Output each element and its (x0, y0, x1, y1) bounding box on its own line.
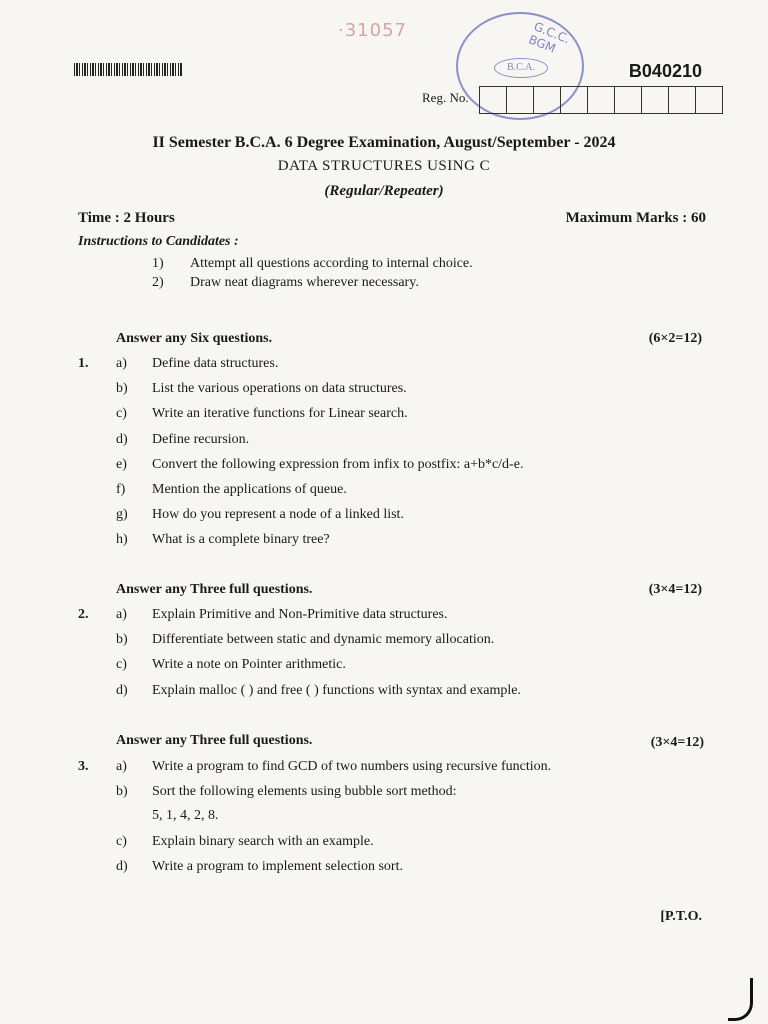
item-letter: a) (116, 759, 127, 774)
reg-no-box (560, 86, 588, 114)
question-text: Sort the following elements using bubble sort method: (152, 784, 457, 799)
question-text: Write an iterative functions for Linear search. (152, 406, 408, 421)
question-text: Write a program to find GCD of two numbers using recursive function. (152, 759, 552, 774)
item-letter: b) (116, 381, 128, 396)
reg-no-box (641, 86, 669, 114)
item-letter: d) (116, 683, 128, 698)
question-number: 2. (78, 607, 89, 622)
question-text: How do you represent a node of a linked list. (152, 507, 404, 522)
question-text: Write a note on Pointer arithmetic. (152, 657, 346, 672)
stamp-inner: B.C.A. (494, 58, 548, 78)
handwritten-number: ·31057 (338, 20, 407, 41)
barcode (74, 63, 182, 76)
question-text: Write a program to implement selection sort. (152, 859, 403, 874)
item-letter: c) (116, 406, 127, 421)
item-letter: c) (116, 834, 127, 849)
reg-no-box (479, 86, 507, 114)
section-marks: (6×2=12) (648, 331, 702, 346)
pto-label: [P.T.O. (660, 909, 702, 924)
question-text: Explain Primitive and Non-Primitive data structures. (152, 607, 448, 622)
question-text: Define data structures. (152, 356, 279, 371)
reg-no-box (587, 86, 615, 114)
item-letter: a) (116, 607, 127, 622)
instruction-num: 2) (152, 275, 164, 290)
max-marks-label: Maximum Marks : 60 (565, 210, 706, 226)
question-text: Mention the applications of queue. (152, 482, 347, 497)
question-text: Differentiate between static and dynamic memory allocation. (152, 632, 495, 647)
question-number: 1. (78, 356, 89, 371)
reg-no-boxes (480, 86, 723, 114)
question-text: Explain malloc ( ) and free ( ) functions with syntax and example. (152, 683, 521, 698)
section-heading: Answer any Three full questions. (116, 733, 313, 748)
reg-no-box (614, 86, 642, 114)
subject-title: DATA STRUCTURES USING C (277, 158, 491, 174)
question-text: Explain binary search with an example. (152, 834, 374, 849)
exam-title: II Semester B.C.A. 6 Degree Examination, August/September - 2024 (152, 134, 616, 151)
exam-type: (Regular/Repeater) (324, 183, 444, 199)
item-letter: b) (116, 632, 128, 647)
instructions-heading: Instructions to Candidates : (78, 234, 239, 249)
reg-no-box (533, 86, 561, 114)
section-heading: Answer any Three full questions. (116, 582, 313, 597)
item-letter: d) (116, 432, 128, 447)
item-letter: h) (116, 532, 128, 547)
question-number: 3. (78, 759, 89, 774)
item-letter: g) (116, 507, 128, 522)
question-text: List the various operations on data structures. (152, 381, 407, 396)
instruction-text: Attempt all questions according to internal choice. (190, 256, 473, 271)
instruction-text: Draw neat diagrams wherever necessary. (190, 275, 419, 290)
item-letter: e) (116, 457, 127, 472)
section-marks: (3×4=12) (648, 582, 702, 597)
item-letter: c) (116, 657, 127, 672)
reg-no-box (668, 86, 696, 114)
item-letter: b) (116, 784, 128, 799)
reg-no-box (506, 86, 534, 114)
question-text: Define recursion. (152, 432, 250, 447)
section-heading: Answer any Six questions. (116, 331, 273, 346)
question-text: 5, 1, 4, 2, 8. (152, 808, 219, 823)
question-text: Convert the following expression from infix to postfix: a+b*c/d-e. (152, 457, 524, 472)
section-marks: (3×4=12) (650, 735, 704, 750)
instruction-num: 1) (152, 256, 164, 271)
reg-no-label: Reg. No. (422, 90, 469, 105)
item-letter: a) (116, 356, 127, 371)
item-letter: f) (116, 482, 126, 497)
page-curl (728, 978, 753, 1021)
item-letter: d) (116, 859, 128, 874)
reg-no-box (695, 86, 723, 114)
paper-code: B040210 (628, 61, 702, 81)
stamp-text: G.C.C. BGM (526, 19, 572, 56)
question-text: What is a complete binary tree? (152, 532, 330, 547)
time-label: Time : 2 Hours (78, 210, 175, 226)
